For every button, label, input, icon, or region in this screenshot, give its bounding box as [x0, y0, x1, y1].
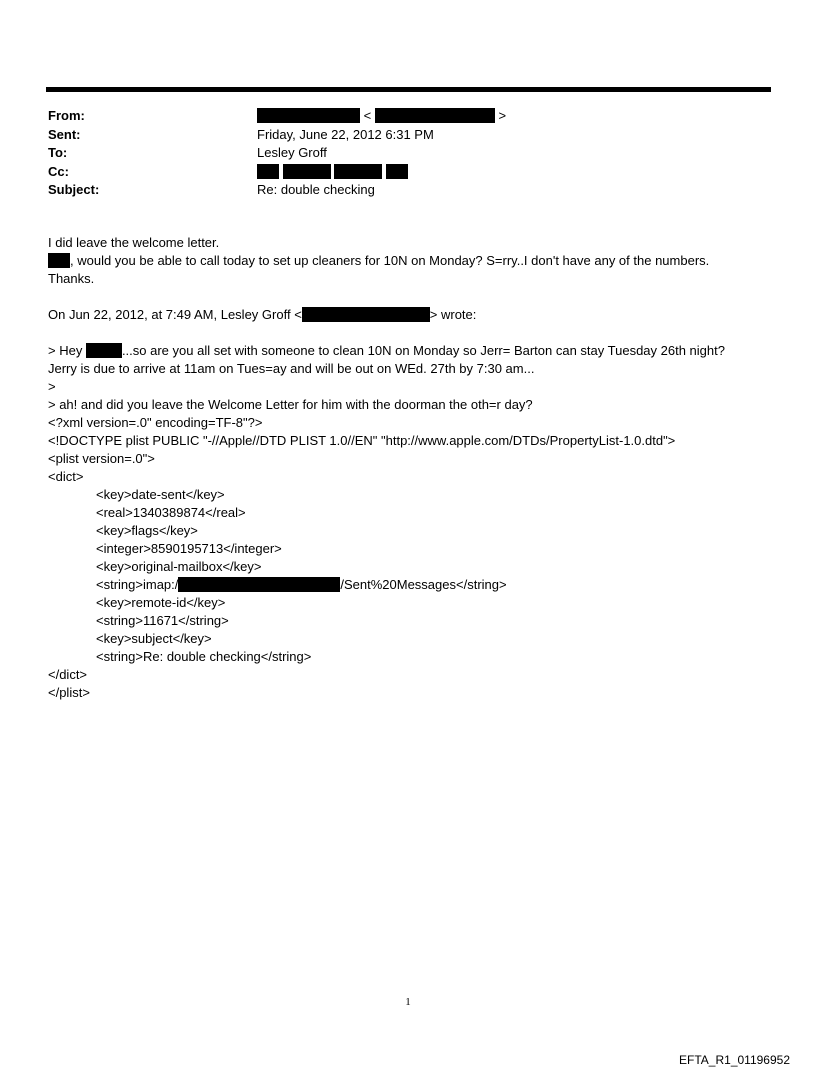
- body-line: <real>1340389874</real>: [96, 505, 246, 520]
- body-text: , would you be able to call today to set up cleaners for 10N on Monday? S=rry..I don't have any of the numbers.: [70, 253, 710, 268]
- from-close-bracket: >: [498, 108, 507, 123]
- body-line: <dict>: [48, 469, 84, 484]
- body-line: > ah! and did you leave the Welcome Letter for him with the doorman the oth=r day?: [48, 397, 533, 412]
- body-line: [48, 342, 778, 360]
- body-line: [48, 252, 778, 270]
- redaction-box: [86, 343, 122, 358]
- body-line: <key>remote-id</key>: [96, 595, 226, 610]
- body-line: >: [48, 379, 56, 394]
- subject-label: Subject:: [48, 182, 100, 197]
- body-text: > Hey: [48, 343, 86, 358]
- to-value: Lesley Groff: [257, 145, 327, 160]
- body-text: ...so are you all set with someone to clean 10N on Monday so Jerr= Barton can stay Tuesday 26th night?: [121, 343, 725, 358]
- body-line: <key>date-sent</key>: [96, 487, 225, 502]
- body-line: <key>flags</key>: [96, 523, 198, 538]
- body-line: <key>original-mailbox</key>: [96, 559, 262, 574]
- redaction-box: [334, 164, 382, 179]
- page-number: 1: [405, 996, 411, 1008]
- redaction-box: [257, 108, 360, 123]
- body-line: <integer>8590195713</integer>: [96, 541, 282, 556]
- body-text: > wrote:: [429, 307, 477, 322]
- document-stamp: EFTA_R1_01196952: [679, 1053, 790, 1067]
- cc-value: [257, 164, 408, 179]
- header-rule: [46, 87, 771, 92]
- body-line: </plist>: [48, 685, 90, 700]
- body-line: Jerry is due to arrive at 11am on Tues=ay and will be out on WEd. 27th by 7:30 am...: [48, 361, 535, 376]
- body-line: <plist version=.0">: [48, 451, 155, 466]
- body-line: <?xml version=.0" encoding=TF-8"?>: [48, 415, 263, 430]
- body-line: <string>Re: double checking</string>: [96, 649, 312, 664]
- from-value: [257, 108, 506, 123]
- sent-value: Friday, June 22, 2012 6:31 PM: [257, 126, 434, 142]
- body-line: Thanks.: [48, 271, 95, 286]
- redaction-box: [178, 577, 340, 592]
- sent-label: Sent:: [48, 126, 81, 142]
- body-line: <string>11671</string>: [96, 613, 229, 628]
- body-text: /Sent%20Messages</string>: [340, 577, 507, 592]
- cc-label: Cc:: [48, 163, 69, 179]
- from-open-bracket: <: [363, 108, 372, 123]
- body-line: [48, 576, 778, 594]
- redaction-box: [283, 164, 331, 179]
- redaction-box: [48, 253, 70, 268]
- from-label: From:: [48, 108, 85, 123]
- body-line: </dict>: [48, 667, 88, 682]
- to-label: To:: [48, 145, 68, 160]
- redaction-box: [375, 108, 495, 123]
- redaction-box: [386, 164, 408, 179]
- redaction-box: [302, 307, 430, 322]
- quote-attribution: [48, 306, 778, 324]
- body-line: <!DOCTYPE plist PUBLIC "-//Apple//DTD PLIST 1.0//EN" "http://www.apple.com/DTDs/PropertyList-1.0.dtd">: [48, 433, 676, 448]
- body-text: <string>imap:/: [96, 577, 179, 592]
- subject-value: Re: double checking: [257, 182, 375, 197]
- body-line: I did leave the welcome letter.: [48, 235, 220, 250]
- body-line: <key>subject</key>: [96, 631, 212, 646]
- body-text: On Jun 22, 2012, at 7:49 AM, Lesley Groff <: [48, 307, 302, 322]
- redaction-box: [257, 164, 279, 179]
- email-body: [48, 234, 778, 702]
- spacer: [48, 288, 778, 306]
- spacer: [48, 324, 778, 342]
